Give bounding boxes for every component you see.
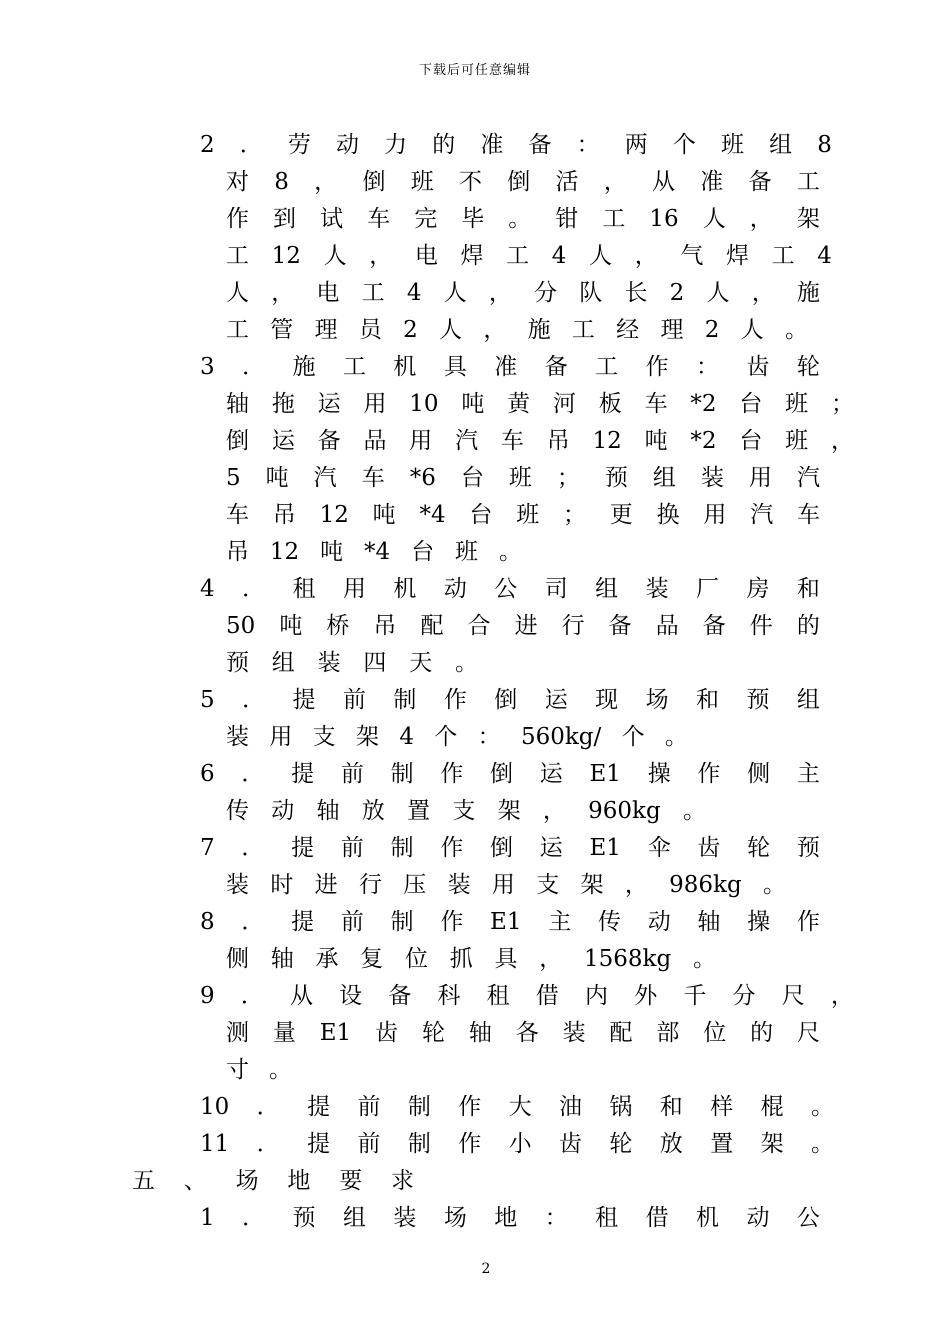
text-line: 寸 。 — [226, 1057, 292, 1083]
text-line: 车 吊 12 吨 *4 台 班 ； 更 换 用 汽 车 — [226, 502, 820, 528]
text-line: 3 ． 施 工 机 具 准 备 工 作 ： 齿 轮 — [200, 354, 820, 380]
text-line: 7 ． 提 前 制 作 倒 运 E1 伞 齿 轮 预 — [200, 835, 820, 861]
page-header: 下载后可任意编辑 — [418, 63, 531, 78]
text-line: 对 8 ， 倒 班 不 倒 活 ， 从 准 备 工 — [226, 169, 820, 195]
text-line: 5 吨 汽 车 *6 台 班 ； 预 组 装 用 汽 — [226, 465, 820, 491]
text-line: 吊 12 吨 *4 台 班 。 — [226, 539, 522, 565]
text-line: 8 ． 提 前 制 作 E1 主 传 动 轴 操 作 — [200, 909, 820, 935]
text-line: 倒 运 备 品 用 汽 车 吊 12 吨 *2 台 班 ， — [226, 428, 854, 454]
text-line: 作 到 试 车 完 毕 。 钳 工 16 人 ， 架 — [226, 206, 820, 232]
text-line: 人 ， 电 工 4 人 ， 分 队 长 2 人 ， 施 — [226, 280, 820, 306]
text-line: 9 ． 从 设 备 科 租 借 内 外 千 分 尺 ， — [200, 983, 854, 1009]
text-line: 工 12 人 ， 电 焊 工 4 人 ， 气 焊 工 4 — [226, 243, 832, 269]
text-line: 测 量 E1 齿 轮 轴 各 装 配 部 位 的 尺 — [226, 1020, 820, 1046]
text-line: 5 ． 提 前 制 作 倒 运 现 场 和 预 组 — [200, 687, 820, 713]
text-line: 2 ． 劳 动 力 的 准 备 ： 两 个 班 组 8 — [200, 132, 832, 158]
text-line: 1 ． 预 组 装 场 地 ： 租 借 机 动 公 — [200, 1205, 820, 1231]
text-line: 侧 轴 承 复 位 抓 具 ， 1568kg 。 — [226, 946, 716, 972]
text-line: 工 管 理 员 2 人 ， 施 工 经 理 2 人 。 — [226, 317, 808, 343]
text-line: 装 用 支 架 4 个 ： 560kg/ 个 。 — [226, 724, 688, 750]
text-line: 6 ． 提 前 制 作 倒 运 E1 操 作 侧 主 — [200, 761, 820, 787]
text-line: 10 ． 提 前 制 作 大 油 锅 和 样 棍 。 — [200, 1094, 834, 1120]
text-line: 11 ． 提 前 制 作 小 齿 轮 放 置 架 。 — [200, 1131, 834, 1157]
text-line: 50 吨 桥 吊 配 合 进 行 备 品 备 件 的 — [226, 613, 820, 639]
text-line: 轴 拖 运 用 10 吨 黄 河 板 车 *2 台 班 ； — [226, 391, 854, 417]
text-line: 传 动 轴 放 置 支 架 ， 960kg 。 — [226, 798, 706, 824]
text-line: 装 时 进 行 压 装 用 支 架 ， 986kg 。 — [226, 872, 786, 898]
section-heading: 五 、 场 地 要 求 — [132, 1168, 414, 1194]
text-line: 4 ． 租 用 机 动 公 司 组 装 厂 房 和 — [200, 576, 820, 602]
text-line: 预 组 装 四 天 。 — [226, 650, 478, 676]
page-number: 2 — [481, 1261, 491, 1277]
